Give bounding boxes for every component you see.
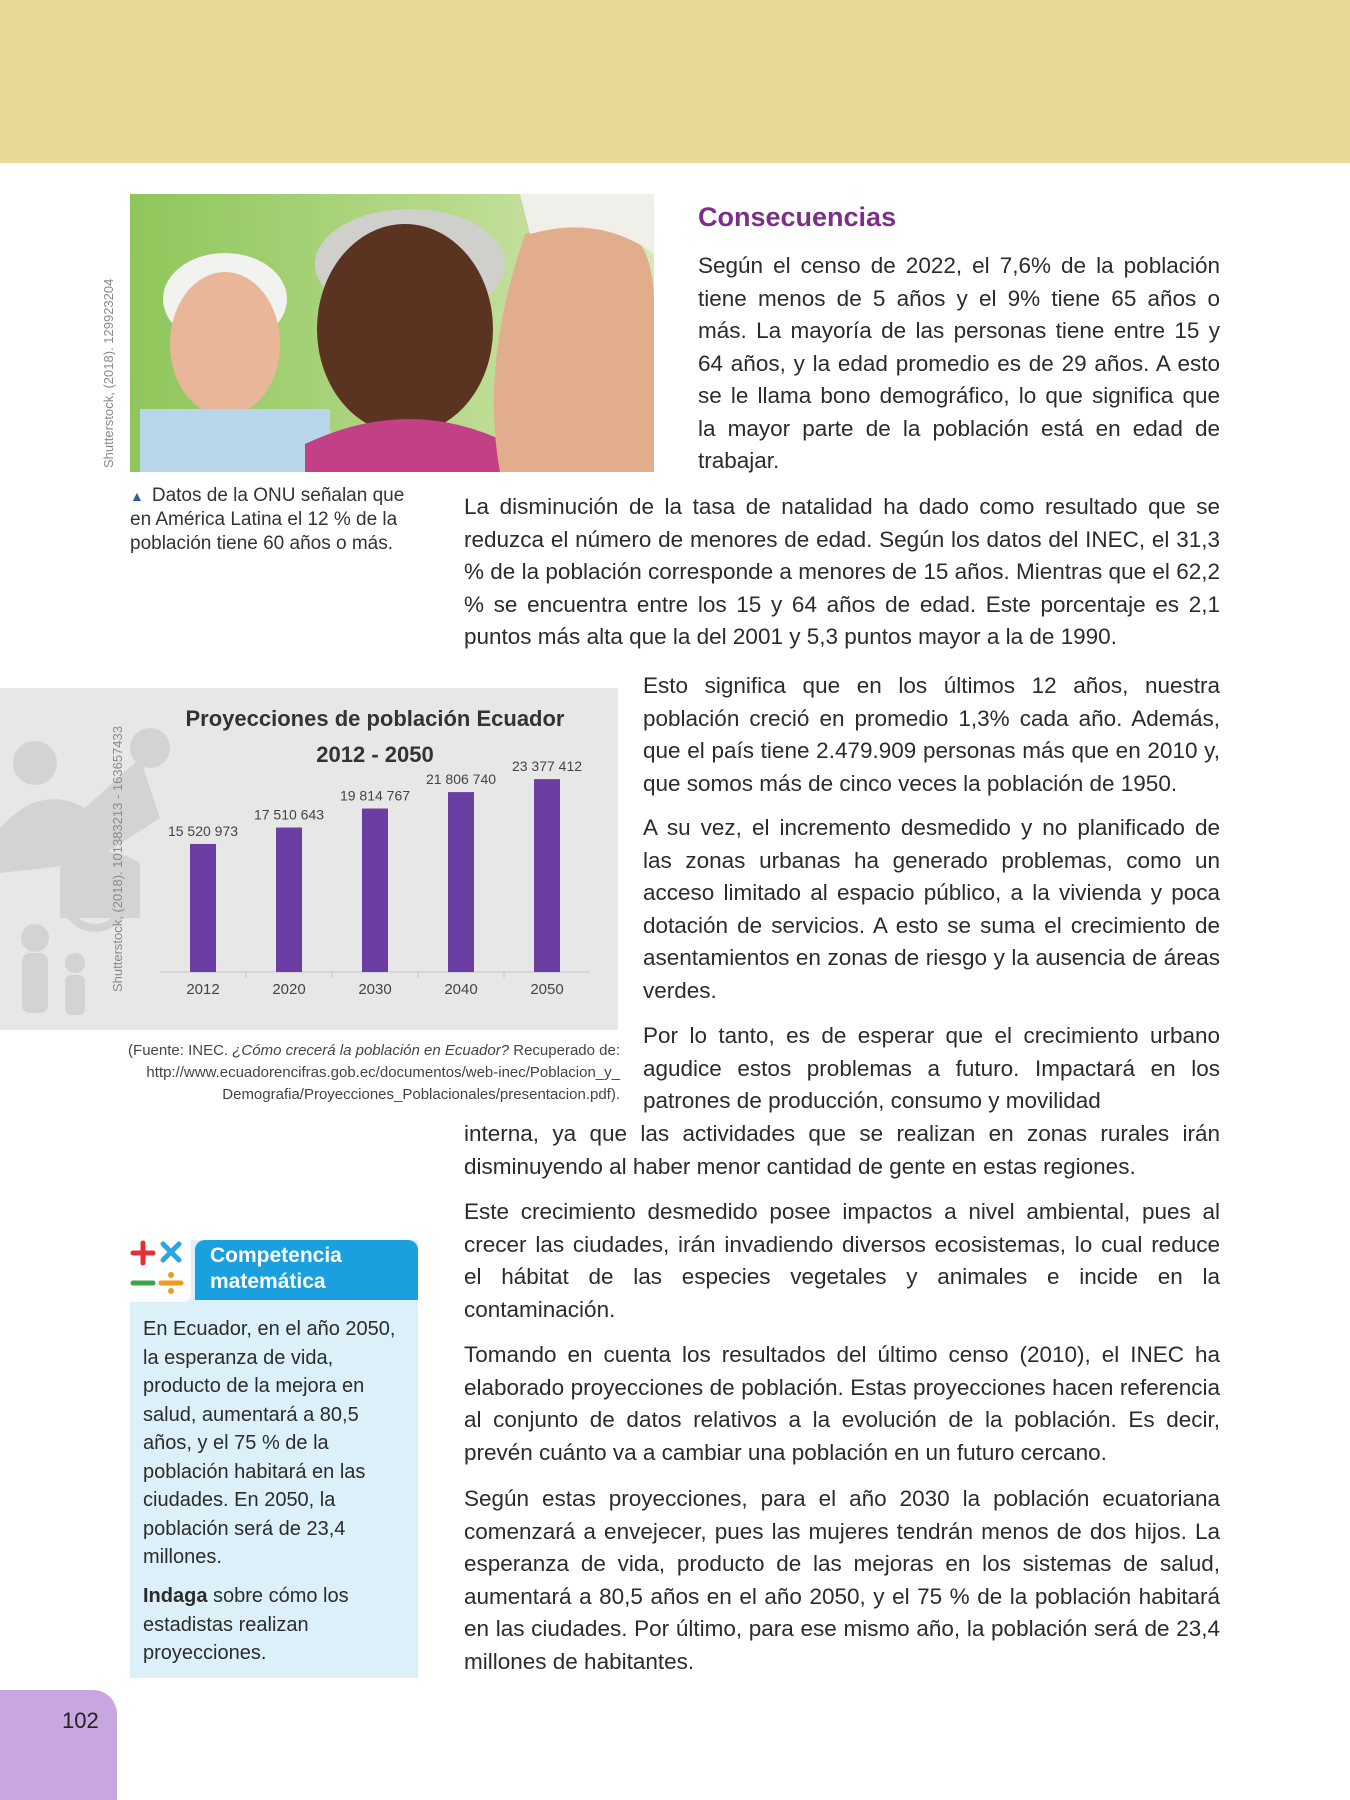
source-url-line1: http://www.ecuadorencifras.gob.ec/documentos/web-inec/Poblacion_y_	[146, 1064, 620, 1081]
competence-title	[210, 1243, 342, 1295]
indaga-rest: sobre cómo los estadistas realizan proyecciones.	[143, 1585, 349, 1664]
triangle-up-icon: ▲	[130, 488, 144, 504]
source-title: ¿Cómo crecerá la población en Ecuador?	[232, 1042, 510, 1059]
chart-svg	[0, 688, 618, 1030]
chart-title: Proyecciones de población Ecuador	[185, 706, 565, 731]
source-after-title: Recuperado de:	[509, 1042, 620, 1059]
top-color-band	[0, 0, 1350, 163]
bar-2020	[276, 828, 302, 972]
competence-title-line2: matemática	[210, 1270, 326, 1293]
photo-credit: Shutterstock, (2018). 129923204	[101, 278, 116, 468]
paragraph-7: Tomando en cuenta los resultados del último censo (2010), el INEC ha elaborado proyecciones de población. Estas proyecciones hacen referencia al conjunto de datos relativos a la evolución de la población. Es decir, prevén cuánto va a cambiar una población en un futuro cercano.	[464, 1342, 1220, 1465]
competence-indaga	[143, 1582, 413, 1668]
chart-credit: Shutterstock, (2018). 101383213 - 163657433	[110, 726, 125, 992]
source-url-line2: Demografia/Proyecciones_Poblacionales/presentacion.pdf).	[222, 1086, 620, 1103]
paragraph-6: Este crecimiento desmedido posee impactos a nivel ambiental, pues al crecer las ciudades, irán invadiendo diversos ecosistemas, lo cual reduce el hábitat de las especies vegetales y animales e incide en la contaminación.	[464, 1199, 1220, 1322]
math-operations-icon	[125, 1236, 191, 1302]
source-prefix: (Fuente: INEC.	[128, 1042, 233, 1059]
paragraph-3: Esto significa que en los últimos 12 años, nuestra población creció en promedio 1,3% cada año. Además, que el país tiene 2.479.909 personas más que en 2010 y, que somos más de cinco veces la población de 1950.	[643, 673, 1220, 796]
value-label-2040: 21 806 740	[425, 771, 497, 788]
caption-text: Datos de la ONU señalan que en América Latina el 12 % de la población tiene 60 años o más.	[130, 485, 405, 554]
photo-caption	[130, 484, 420, 556]
paragraph-4: A su vez, el incremento desmedido y no planificado de las zonas urbanas ha generado problemas, como un acceso limitado al espacio público, a la vivienda y poca dotación de servicios. A esto se suma el crecimiento de asentamientos en zonas de riesgo y la ausencia de áreas verdes.	[643, 815, 1220, 1003]
chart-source	[60, 1040, 620, 1106]
tick-label-2020: 2020	[272, 981, 306, 998]
value-label-2020: 17 510 643	[253, 806, 325, 823]
paragraph-5a: Por lo tanto, es de esperar que el crecimiento urbano agudice estos problemas a futuro. Impactará en los patrones de producción, consumo y movilidad	[643, 1023, 1220, 1113]
paragraph-5b: interna, ya que las actividades que se realizan en zonas rurales irán disminuyendo al haber menor cantidad de gente en estas regiones.	[464, 1121, 1220, 1179]
page-number: 102	[62, 1708, 99, 1733]
section-heading: Consecuencias	[698, 202, 897, 232]
bar-2030	[362, 809, 388, 972]
tick-label-2040: 2040	[444, 981, 478, 998]
value-label-2030: 19 814 767	[339, 787, 411, 804]
value-label-2050: 23 377 412	[511, 758, 583, 775]
competence-title-line1: Competencia	[210, 1244, 342, 1267]
elderly-men-photo	[130, 194, 654, 472]
competence-body: En Ecuador, en el año 2050, la esperanza de vida, producto de la mejora en salud, aumentará a 80,5 años, y el 75 % de la población habitará en las ciudades. En 2050, la población será de 23,4 millones.	[143, 1318, 396, 1568]
bar-2012	[190, 844, 216, 972]
paragraph-2: La disminución de la tasa de natalidad ha dado como resultado que se reduzca el número de menores de edad. Según los datos del INEC, el 31,3 % de la población corresponde a menores de 15 años. Mientras que el 62,2 % se encuentra entre los 15 y 64 años de edad. Este porcentaje es 2,1 puntos más alta que la del 2001 y 5,3 puntos mayor a la de 1990.	[464, 494, 1220, 649]
tick-label-2012: 2012	[186, 981, 220, 998]
bar-2040	[448, 792, 474, 972]
chart-background-decoration	[0, 728, 170, 1015]
paragraph-1: Según el censo de 2022, el 7,6% de la población tiene menos de 5 años y el 9% tiene 65 años o más. La mayoría de las personas tiene entre 15 y 64 años, y la edad promedio es de 29 años. A esto se le llama bono demográfico, lo que significa que la mayor parte de la población está en edad de trabajar.	[698, 253, 1220, 473]
tick-label-2050: 2050	[530, 981, 564, 998]
indaga-bold: Indaga	[143, 1585, 208, 1607]
chart-subtitle: 2012 - 2050	[316, 742, 434, 767]
value-label-2012: 15 520 973	[167, 822, 239, 839]
paragraph-8: Según estas proyecciones, para el año 2030 la población ecuatoriana comenzará a envejecer, pues las mujeres tendrán menos de dos hijos. La esperanza de vida, producto de las mejoras en los sistemas de salud, aumentará a 80,5 años en el año 2050, y el 75 % de la población habitará en las ciudades. Por último, para ese mismo año, la población será de 23,4 millones de habitantes.	[464, 1486, 1220, 1674]
tick-label-2030: 2030	[358, 981, 392, 998]
bar-2050	[534, 779, 560, 972]
population-chart	[0, 688, 618, 1030]
page-number-tab	[0, 1690, 117, 1800]
